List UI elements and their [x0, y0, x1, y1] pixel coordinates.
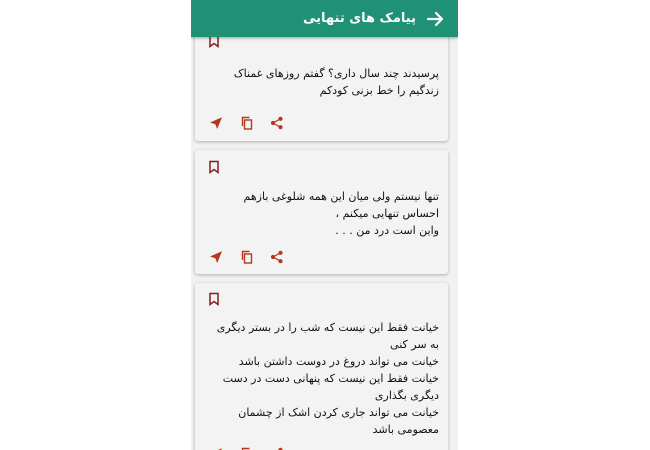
send-icon[interactable] [209, 250, 223, 264]
sms-card [195, 283, 448, 450]
share-icon[interactable] [270, 116, 284, 130]
phone-screen [191, 0, 458, 450]
copy-icon[interactable] [240, 116, 254, 130]
copy-icon[interactable] [240, 250, 254, 264]
sms-text: پرسیدند چند سال داری؟ گفتم روزهای غمناک زندگیم را خط بزنی کودکم [233, 67, 439, 97]
back-arrow-icon[interactable] [426, 10, 444, 28]
send-icon[interactable] [209, 116, 223, 130]
bookmark-icon[interactable] [208, 160, 220, 174]
share-icon[interactable] [270, 250, 284, 264]
bookmark-icon[interactable] [208, 292, 220, 306]
sms-card [195, 150, 448, 274]
sms-text: خیانت فقط این نیست که شب را در بستر دیگری به سر کنی خیانت می تواند دروغ در دوست داشتن باشد خیانت فقط این نیست که پنهانی دست در دست دیگری بگذاری خیانت می تواند جاری کردن اشک از چشمان معصومی باشد [216, 321, 439, 436]
sms-card [195, 22, 448, 141]
app-bar [191, 0, 458, 37]
sms-text: تنها نیستم ولی میان این همه شلوغی بازهم احساس تنهایی میکنم ، واین است درد من . . . [243, 190, 439, 237]
page-title: پیامک های تنهایی [303, 11, 416, 26]
